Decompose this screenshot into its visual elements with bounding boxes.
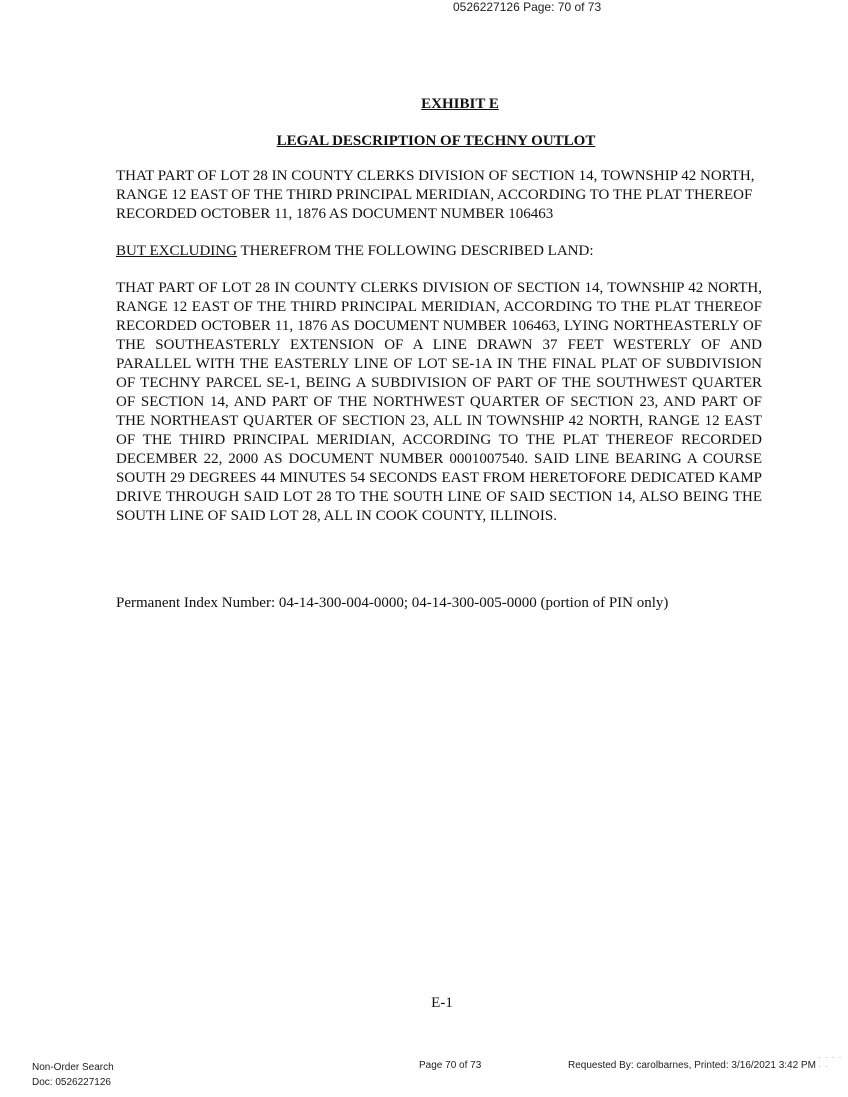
exhibit-title: EXHIBIT E [421, 96, 499, 112]
legal-description-title: LEGAL DESCRIPTION OF TECHNY OUTLOT [276, 133, 596, 149]
document-page-header: 0526227126 Page: 70 of 73 [453, 0, 602, 14]
lot-description-paragraph: THAT PART OF LOT 28 IN COUNTY CLERKS DIVISION OF SECTION 14, TOWNSHIP 42 NORTH, RANGE 12 EAST OF THE THIRD PRINCIPAL MERIDIAN, ACCORDING TO THE PLAT THEREOF RECORDED OCTOBER 11, 1876 AS DOCUMENT NUMBER 106463 [116, 168, 755, 222]
page-number: E-1 [431, 995, 453, 1011]
exclusion-text: THEREFROM THE FOLLOWING DESCRIBED LAND: [236, 243, 594, 259]
footer-search-type: Non-Order Search [32, 1062, 114, 1073]
exclusion-underlined-text: BUT EXCLUDING [116, 243, 237, 259]
footer-requested-by: Requested By: carolbarnes, Printed: 3/16/2021 3:42 PM [568, 1060, 816, 1071]
excluded-land-paragraph: THAT PART OF LOT 28 IN COUNTY CLERKS DIVISION OF SECTION 14, TOWNSHIP 42 NORTH, RANGE 12 EAST OF THE THIRD PRINCIPAL MERIDIAN, ACCORDING TO THE PLAT THEREOF RECORDED OCTOBER 11, 1876 AS DOCUMENT NUMBER 106463, LYING NORTHEASTERLY OF THE SOUTHEASTERLY EXTENSION OF A LINE DRAWN 37 FEET WESTERLY OF AND PARALLEL WITH THE EASTERLY LINE OF LOT SE-1A IN THE FINAL PLAT OF SUBDIVISION OF TECHNY PARCEL SE-1, BEING A SUBDIVISION OF PART OF THE SOUTHWEST QUARTER OF SECTION 14, AND PART OF THE NORTHWEST QUARTER OF SECTION 23, AND PART OF THE NORTHEAST QUARTER OF SECTION 23, ALL IN TOWNSHIP 42 NORTH, RANGE 12 EAST OF THE THIRD PRINCIPAL MERIDIAN, ACCORDING TO THE PLAT THEREOF RECORDED DECEMBER 22, 2000 AS DOCUMENT NUMBER 0001007540. SAID LINE BEARING A COURSE SOUTH 29 DEGREES 44 MINUTES 54 SECONDS EAST FROM HERETOFORE DEDICATED KAMP DRIVE THROUGH SAID LOT 28 TO THE SOUTH LINE OF SAID SECTION 14, ALSO BEING THE SOUTH LINE OF SAID LOT 28, ALL IN COOK COUNTY, ILLINOIS. [116, 280, 762, 524]
footer-page-count: Page 70 of 73 [419, 1060, 482, 1071]
footer-doc-number: Doc: 0526227126 [32, 1077, 111, 1088]
footer-left [32, 1060, 114, 1090]
permanent-index-number: Permanent Index Number: 04-14-300-004-0000; 04-14-300-005-0000 (portion of PIN only) [116, 595, 669, 611]
exclusion-paragraph [116, 242, 762, 261]
scan-artifact-dots: · · · · · · [818, 1053, 843, 1071]
